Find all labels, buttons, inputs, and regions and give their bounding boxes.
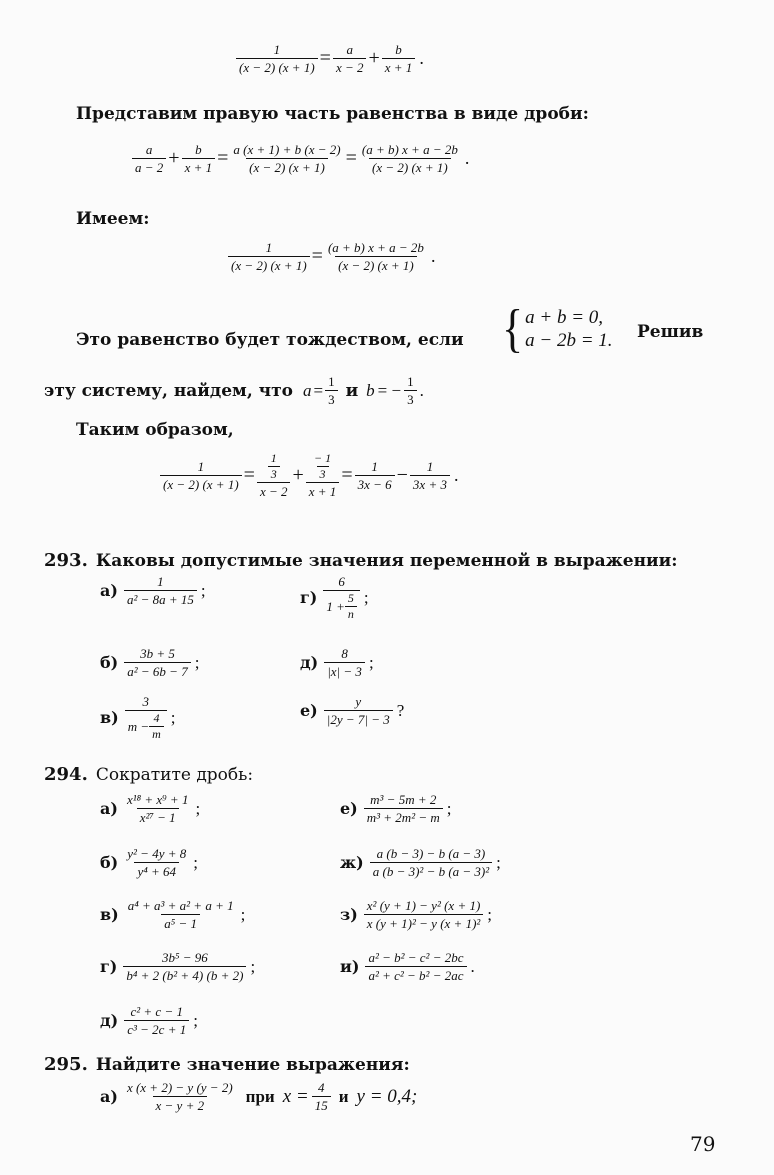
equation-identity: $\frac{1}{(x - 2) (x + 1)}$ = $\frac{(a + b) x + a - 2b}{(x - 2) (x + 1)}$ . [228,240,435,273]
paragraph-solution: эту систему, найдем, что a = $\frac{1}{3}$ и b = − $\frac{1}{3}$ . [44,374,424,407]
equation-result: $\frac{1}{(x - 2) (x + 1)}$ = $\frac{\frac{1}{3}}{x - 2}$ + $\frac{\frac{- 1}{3}}{x + 1}$ = $\frac{1}{3x - 6}$ − $\frac{1}{3x + 3}$ . [160,452,458,499]
task-294-heading: 294. Сократите дробь: [44,764,254,785]
paragraph-identity-condition: Это равенство будет тождеством, если [76,330,464,350]
task-293-g: г) 6 1 + $\frac{5}{n}$ ; [300,574,369,621]
task-293-d: д) $\frac{8}{|x| - 3}$ ; [300,646,374,679]
task-294-i: и) $\frac{\text{a² − b² − c² − 2bc}}{\text{a² + c² − b² − 2ac}}$ . [340,950,475,983]
task-294-zh: ж) $\frac{a (b - 3) - b (a - 3)}{\text{a (b − 3)² − b (a − 3)²}}$ ; [340,846,501,879]
task-294-d: д) $\frac{\text{c² + c − 1}}{\text{c³ − 2c + 1}}$ ; [100,1004,198,1037]
paragraph-have: Имеем: [76,209,150,229]
task-295-heading: 295. Найдите значение выражения: [44,1054,410,1075]
task-293-a: а) $\frac{1}{\text{a² − 8a + 15}}$ ; [100,574,206,607]
task-293-b: б) $\frac{3b + 5}{\text{a² − 6b − 7}}$ ; [100,646,200,679]
paragraph-thus: Таким образом, [76,420,234,440]
page-number: 79 [690,1132,716,1156]
task-295-a: а) $\frac{x (x + 2) - y (y - 2)}{x - y + 2}$ при x = $\frac{4}{15}$ и y = 0,4; [100,1080,418,1113]
task-293-e: е) $\frac{y}{|2y - 7| - 3}$ ? [300,694,405,727]
task-293-heading: 293. Каковы допустимые значения переменной в выражении: [44,550,678,571]
task-294-a: а) $\frac{\text{x¹⁸ + x⁹ + 1}}{\text{x²⁷ − 1}}$ ; [100,792,201,825]
task-294-e: е) $\frac{\text{m³ − 5m + 2}}{\text{m³ + 2m² − m}}$ ; [340,792,452,825]
paragraph-represent: Представим правую часть равенства в виде дроби: [76,104,589,124]
brace-icon: { [502,299,524,358]
equation-system: { a + b = 0, a − 2b = 1. [502,299,613,358]
task-294-g: г) $\frac{\text{3b⁵ − 96}}{\text{b⁴ + 2 (b² + 4) (b + 2)}}$ ; [100,950,256,983]
equation-sum: $\frac{a}{a - 2}$ + $\frac{b}{x + 1}$ = $\frac{a (x + 1) + b (x - 2)}{(x - 2) (x + 1)}$ = $\frac{(a + b) x + a - 2b}{(x - 2) (x + 1)}$ . [132,142,469,175]
task-294-z: з) $\frac{\text{x² (y + 1) − y² (x + 1)}}{\text{x (y + 1)² − y (x + 1)²}}$ ; [340,898,493,931]
task-294-b: б) $\frac{\text{y² − 4y + 8}}{\text{y⁴ + 64}}$ ; [100,846,198,879]
task-294-v: в) $\frac{\text{a⁴ + a³ + a² + a + 1}}{\text{a⁵ − 1}}$ ; [100,898,246,931]
paragraph-solving: Решив [637,322,704,342]
task-293-v: в) 3 m − $\frac{4}{m}$ ; [100,694,176,741]
equation-top: $\frac{1}{(x - 2) (x + 1)}$ = $\frac{a}{x - 2}$ + $\frac{b}{x + 1}$ . [236,42,424,75]
